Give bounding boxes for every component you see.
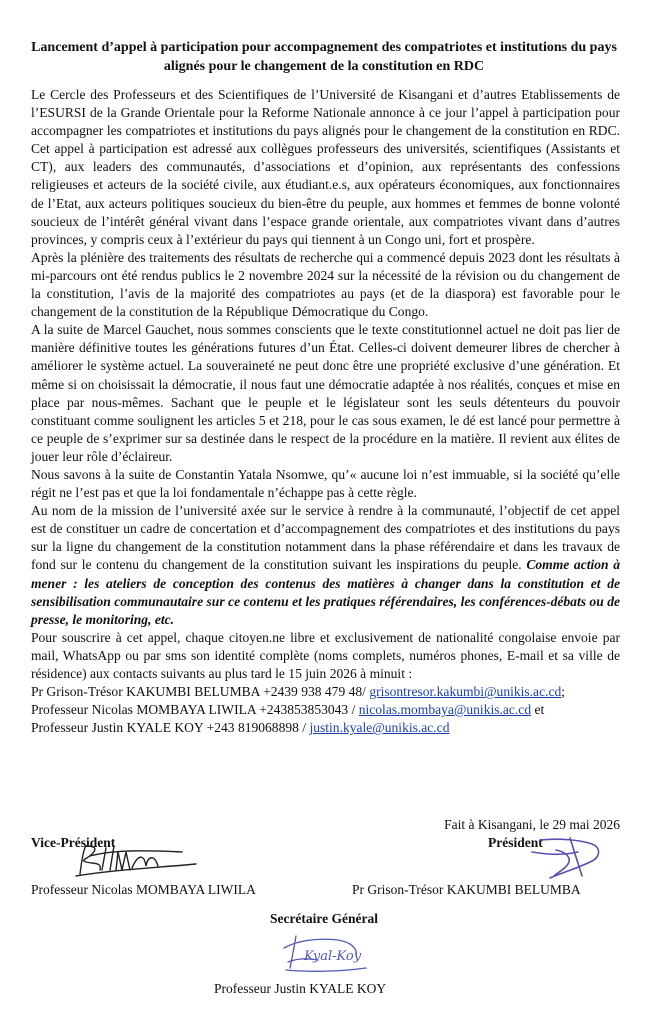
email-link-kyale[interactable]: justin.kyale@unikis.ac.cd	[309, 720, 450, 736]
email-link-kakumbi[interactable]: grisontresor.kakumbi@unikis.ac.cd	[369, 684, 562, 700]
paragraph-subscribe: Pour souscrire à cet appel, chaque citoyen.ne libre et exclusivement de nationalité congolaise envoie par mail, WhatsApp ou par sms son identité complète (noms complets, numéros phones, E-mail et sa ville de résidence) aux contacts suivants au plus tard le 15 juin 2026 à minuit :	[31, 629, 620, 681]
secretary-signature-icon	[278, 928, 374, 978]
secretary-general-name: Professeur Justin KYALE KOY	[214, 981, 387, 996]
president-signature-icon	[520, 832, 620, 888]
document-body	[31, 86, 620, 737]
paragraph-mission	[31, 502, 620, 629]
secretary-signature-text: Kyal-Koy	[304, 949, 362, 964]
contact-suffix: ;	[561, 684, 566, 700]
vice-president-title: Vice-Président	[31, 835, 116, 850]
contact-mombaya: Professeur Nicolas MOMBAYA LIWILA +243853853043 /	[31, 702, 359, 718]
paragraph-research-results: Après la plénière des traitements des résultats de recherche qui a commencé depuis 2023 dont les résultats à mi-parcours ont été rendus publics le 2 novembre 2024 sur la nécessité de la révision ou du changement de la constitution, l’avis de la majorité des compatriotes au pays (et de la diaspora) est favorable pour le changement de la constitution de la République Démocratique du Congo.	[31, 249, 620, 320]
paragraph-gauchet: A la suite de Marcel Gauchet, nous sommes conscients que le texte constitutionnel actuel ne doit pas lier de manière définitive toutes les générations futures d’un État. Celles-ci doivent demeurer libres de chercher à améliorer le système actuel. La souveraineté ne peut donc être une propriété exclusive d’une génération. Et même si on choisissait la démocratie, il nous faut une démocratie adaptée à nos réalités, conçues et mise en place par nous-mêmes. Sachant que le peuple et le législateur sont les seuls détenteurs du pouvoir constituant comme soulignent les articles 5 et 218, pour le cas sous examen, le dé est lancé pour permettre à ce peuple de s’exprimer sur sa destinée dans le respect de la procédure en la matière. Il revient aux élites de jouer leur rôle d’éclaireur.	[31, 322, 620, 464]
mission-text: Au nom de la mission de l’université axée sur le service à rendre à la communauté, l’objectif de cet appel est de constituer un cadre de concertation et d’accompagnement des compatriotes et des institutions du pays sur la ligne du changement de la constitution notamment dans la phase référendaire et dans les travaux de fond sur le contenu du changement de la constitution suivant les inspirations du peuple.	[31, 503, 620, 573]
contact-suffix: et	[531, 702, 545, 718]
contact-line	[31, 701, 620, 719]
date-line: Fait à Kisangani, le 29 mai 2026	[444, 817, 620, 832]
contact-line	[31, 719, 620, 737]
president-title: Président	[488, 835, 543, 850]
email-link-mombaya[interactable]: nicolas.mombaya@unikis.ac.cd	[358, 702, 532, 718]
president-name: Pr Grison-Trésor KAKUMBI BELUMBA	[352, 882, 581, 897]
document-title: Lancement d’appel à participation pour accompagnement des compatriotes et institutions du pays alignés pour le changement de la constitution en RDC	[31, 40, 617, 74]
paragraph-yatala: Nous savons à la suite de Constantin Yatala Nsomwe, qu’« aucune loi n’est immuable, si la société qu’elle régit ne l’est pas et que la loi fondamentale n’échappe pas à cette règle.	[31, 466, 620, 501]
contact-line	[31, 683, 620, 701]
vice-president-name: Professeur Nicolas MOMBAYA LIWILA	[31, 882, 256, 897]
contact-kakumbi: Pr Grison-Trésor KAKUMBI BELUMBA +2439 938 479 48/	[31, 684, 370, 700]
secretary-general-title: Secrétaire Général	[269, 911, 379, 926]
vice-president-signature-icon	[72, 840, 202, 884]
paragraph-intro: Le Cercle des Professeurs et des Scientifiques de l’Université de Kisangani et d’autres Etablissements de l’ESURSI de la Grande Orientale pour la Reforme Nationale annonce à ce jour l’appel à participation pour accompagner les compatriotes et institutions du pays alignés pour le changement de la constitution en RDC. Cet appel à participation est adressé aux collègues professeurs des universités, scientifiques (Assistants et CT), aux leaders des communautés, d’associations et d’opinion, aux représentants des confessions religieuses et acteurs de la société civile, aux étudiant.e.s, aux opérateurs économiques, aux fonctionnaires de l’Etat, aux acteurs politiques soucieux du bien-être du peuple, aux hommes et femmes de bonne volonté soucieux de l’intérêt général vivant dans l’espace grande orientale, aux compatriotes vivant dans d’autres provinces, y compris ceux à l’extérieur du pays qui tiennent à un Congo uni, fort et prospère.	[31, 87, 620, 247]
action-text: Comme action à mener : les ateliers de conception des contenus des matières à changer dans la constitution et de sensibilisation communautaire sur ce contenu et les pratiques référendaires, les conférences-débats ou de presse, le monitoring, etc.	[31, 557, 620, 627]
contact-kyale: Professeur Justin KYALE KOY +243 819068898 /	[31, 720, 310, 736]
